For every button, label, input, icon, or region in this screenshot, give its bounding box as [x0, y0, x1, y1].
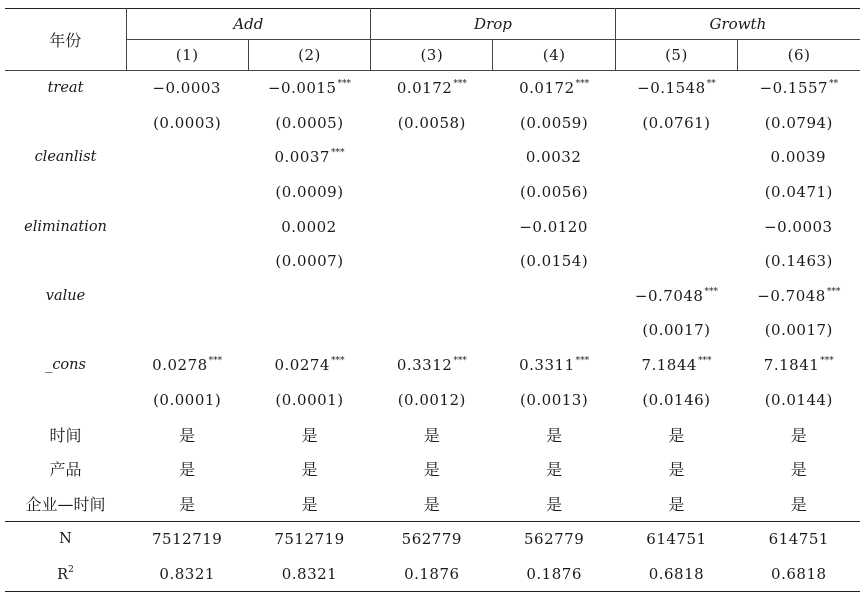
coef-cell [493, 209, 615, 244]
stat-cell-value: 614751 [646, 530, 707, 549]
se-cell [615, 244, 737, 279]
fixed-effect-cell-value: 是 [179, 425, 196, 445]
row-label-blank [5, 244, 126, 279]
coef-cell [126, 209, 248, 244]
coef-cell-significance: *** [208, 356, 223, 367]
coef-cell-value: 0.0039 [770, 148, 827, 167]
se-cell-value: (0.0017) [642, 321, 711, 340]
se-cell [738, 382, 860, 417]
fixed-effect-cell-value: 是 [668, 494, 685, 514]
stat-cell-value: 562779 [523, 530, 585, 549]
fixed-effect-cell [615, 417, 737, 452]
column-header-4: (4) [493, 40, 615, 71]
group-header-row [5, 9, 860, 40]
row-label: value [45, 287, 86, 304]
se-row-value [5, 313, 860, 348]
coef-cell [615, 348, 737, 383]
se-cell-value: (0.0058) [397, 113, 466, 132]
group-header-drop: Drop [371, 9, 616, 40]
coef-cell [493, 279, 615, 314]
coef-cell-value: −0.0003 [764, 217, 833, 236]
coef-cell-value: 0.0278 [152, 356, 208, 375]
fixed-effect-cell-value: 是 [423, 494, 440, 514]
se-cell-value: (0.0056) [520, 183, 589, 202]
row-label: elimination [24, 218, 107, 235]
stat-cell [615, 556, 737, 591]
coef-cell-value: −0.0015 [267, 79, 337, 98]
fixed-effect-cell-value: 是 [546, 460, 563, 480]
coef-cell [371, 279, 493, 314]
coef-row-value [5, 279, 860, 314]
se-cell [371, 175, 493, 210]
row-label: treat [5, 71, 126, 106]
coef-row-cleanlist [5, 140, 860, 175]
se-cell-value: (0.0154) [520, 252, 589, 271]
stat-label-text: R [57, 566, 69, 583]
stat-cell-value: 0.1876 [404, 564, 460, 583]
coef-cell [371, 348, 493, 383]
fixed-effect-cell [615, 452, 737, 487]
coef-cell-significance: *** [697, 356, 712, 367]
coef-cell [248, 71, 370, 106]
stat-cell-value: 7512719 [274, 530, 345, 549]
se-cell [493, 175, 615, 210]
se-cell [615, 106, 737, 141]
fixed-effect-cell [738, 452, 860, 487]
stat-label-text: N [59, 531, 72, 548]
fixed-effect-cell [615, 486, 737, 521]
se-cell-value: (0.0012) [397, 390, 466, 409]
coef-cell-significance: *** [330, 356, 345, 367]
fixed-effect-cell-value: 是 [423, 460, 440, 480]
se-row-cons [5, 382, 860, 417]
se-cell [371, 382, 493, 417]
fixed-effect-cell-value: 是 [546, 494, 563, 514]
coef-cell [615, 209, 737, 244]
se-cell [493, 244, 615, 279]
row-label-blank [5, 175, 126, 210]
coef-cell-significance: *** [820, 356, 834, 367]
coef-cell [738, 140, 860, 175]
se-cell [493, 313, 615, 348]
se-cell-value: (0.0003) [153, 113, 222, 132]
se-cell-value: (0.0005) [275, 113, 344, 132]
coef-cell [126, 140, 248, 175]
se-row-cleanlist [5, 175, 860, 210]
se-cell [493, 382, 615, 417]
stat-cell [248, 521, 370, 556]
coef-cell-significance: *** [330, 148, 345, 159]
coef-cell [371, 140, 493, 175]
fixed-effect-row [5, 452, 860, 487]
fixed-effect-cell-value: 是 [546, 425, 563, 445]
se-cell [248, 313, 370, 348]
column-header-6: (6) [738, 40, 860, 71]
column-header-5: (5) [615, 40, 737, 71]
stat-cell [126, 556, 248, 591]
column-header-3: (3) [371, 40, 493, 71]
coef-cell-value: 0.0172 [519, 79, 575, 98]
coef-cell [493, 71, 615, 106]
se-row-treat [5, 106, 860, 141]
coef-cell [493, 140, 615, 175]
fixed-effect-cell-value: 是 [668, 425, 685, 445]
fixed-effect-cell [371, 486, 493, 521]
se-cell [126, 106, 248, 141]
fixed-effect-cell-value: 是 [179, 494, 196, 514]
se-cell [126, 244, 248, 279]
fixed-effect-cell-value: 是 [790, 460, 807, 480]
fixed-effect-cell [248, 452, 370, 487]
se-cell [615, 313, 737, 348]
column-header-1: (1) [126, 40, 248, 71]
fixed-effect-cell-value: 是 [790, 494, 807, 514]
se-cell-value: (0.0001) [275, 390, 344, 409]
stat-cell [738, 556, 860, 591]
group-header-growth: Growth [615, 9, 860, 40]
coef-cell [615, 140, 737, 175]
stat-cell-value: 7512719 [152, 530, 223, 549]
coef-row-elimination [5, 209, 860, 244]
fixed-effect-label: 产品 [49, 460, 82, 480]
coef-cell-significance: *** [337, 79, 352, 90]
coef-cell [248, 209, 370, 244]
se-row-elimination [5, 244, 860, 279]
coef-cell [248, 140, 370, 175]
coef-cell-value: 0.0172 [396, 79, 453, 98]
fixed-effect-row [5, 486, 860, 521]
group-header-add: Add [126, 9, 371, 40]
coef-cell-significance: *** [575, 79, 590, 90]
coef-cell-value: 0.0002 [281, 217, 337, 236]
coef-cell [126, 279, 248, 314]
se-cell [738, 313, 860, 348]
se-cell-value: (0.0794) [764, 113, 833, 132]
regression-table [5, 8, 860, 592]
stat-label [5, 556, 126, 591]
se-cell-value: (0.0001) [153, 390, 222, 409]
coef-cell-significance: *** [826, 286, 841, 297]
coef-cell [493, 348, 615, 383]
fixed-effect-cell [371, 452, 493, 487]
fixed-effect-cell [248, 417, 370, 452]
se-cell [126, 313, 248, 348]
column-header-2: (2) [248, 40, 370, 71]
se-cell [493, 106, 615, 141]
row-label-blank [5, 382, 126, 417]
se-cell-value: (0.0146) [642, 390, 711, 409]
se-cell-value: (0.0007) [275, 252, 344, 271]
coef-cell [738, 279, 860, 314]
fixed-effect-cell [493, 417, 615, 452]
coef-cell-significance: *** [575, 356, 590, 367]
coef-cell-value: −0.1548 [637, 79, 706, 98]
stat-cell-value: 562779 [401, 530, 462, 549]
se-cell [371, 106, 493, 141]
regression-table-container [5, 8, 860, 592]
coef-cell-significance: ** [829, 79, 839, 90]
coef-cell-value: 0.3312 [396, 356, 453, 375]
coef-cell [126, 71, 248, 106]
stat-cell [371, 521, 493, 556]
coef-cell-value: 0.0274 [274, 356, 330, 375]
fixed-effect-row [5, 417, 860, 452]
coef-cell-value: 7.1841 [763, 356, 820, 375]
fixed-effect-cell-value: 是 [668, 460, 685, 480]
se-cell [371, 313, 493, 348]
coef-cell-significance: *** [453, 79, 467, 90]
fixed-effect-cell [126, 486, 248, 521]
coef-cell [615, 279, 737, 314]
se-cell-value: (0.0471) [764, 183, 833, 202]
coef-cell [615, 71, 737, 106]
row-label: cleanlist [34, 149, 97, 166]
se-cell [248, 244, 370, 279]
se-cell [615, 382, 737, 417]
se-cell-value: (0.0013) [520, 390, 589, 409]
stat-cell [615, 521, 737, 556]
coef-cell [371, 71, 493, 106]
coef-cell [738, 348, 860, 383]
coef-cell-value: −0.1557 [759, 79, 829, 98]
stat-row [5, 556, 860, 591]
coef-cell-value: 0.3311 [519, 356, 575, 375]
coef-cell-value: −0.7048 [634, 286, 704, 305]
column-header-row [5, 40, 860, 71]
se-cell-value: (0.0059) [520, 113, 589, 132]
fixed-effect-cell [126, 417, 248, 452]
fixed-effect-cell-value: 是 [423, 425, 440, 445]
coef-cell [738, 209, 860, 244]
stat-cell-value: 0.8321 [281, 564, 338, 583]
fixed-effect-label: 时间 [49, 425, 82, 445]
se-cell [615, 175, 737, 210]
row-header-year: 年份 [5, 9, 126, 71]
coef-cell-significance: ** [706, 79, 716, 90]
coef-cell [248, 279, 370, 314]
fixed-effect-cell-value: 是 [301, 460, 318, 480]
se-cell [738, 244, 860, 279]
se-cell-value: (0.1463) [764, 252, 833, 271]
row-label: _cons [45, 357, 86, 374]
coef-cell-value: 0.0032 [525, 148, 582, 167]
fixed-effect-cell [493, 486, 615, 521]
fixed-effect-label: 企业—时间 [25, 494, 106, 514]
fixed-effect-cell-value: 是 [790, 425, 807, 445]
stat-cell [738, 521, 860, 556]
stat-cell [493, 556, 615, 591]
coef-cell-value: −0.7048 [757, 286, 826, 305]
coef-cell-significance: *** [453, 356, 467, 367]
fixed-effect-cell [126, 452, 248, 487]
coef-cell-value: 0.0037 [274, 148, 330, 167]
fixed-effect-cell-value: 是 [301, 425, 318, 445]
coef-row-cons [5, 348, 860, 383]
row-label-blank [5, 313, 126, 348]
stat-cell-value: 0.6818 [771, 564, 827, 583]
fixed-effect-cell [248, 486, 370, 521]
coef-cell [126, 348, 248, 383]
fixed-effect-cell [493, 452, 615, 487]
stat-cell [248, 556, 370, 591]
fixed-effect-cell [738, 486, 860, 521]
se-cell-value: (0.0009) [275, 183, 344, 202]
coef-cell [248, 348, 370, 383]
stat-cell [371, 556, 493, 591]
coef-cell-value: 7.1844 [641, 356, 697, 375]
stat-cell-value: 0.6818 [648, 564, 705, 583]
fixed-effect-cell [738, 417, 860, 452]
fixed-effect-cell-value: 是 [179, 460, 196, 480]
se-cell [371, 244, 493, 279]
se-cell [126, 382, 248, 417]
se-cell [248, 382, 370, 417]
se-cell [126, 175, 248, 210]
stat-cell [126, 521, 248, 556]
se-cell-value: (0.0017) [764, 321, 833, 340]
stat-label-superscript: 2 [68, 564, 74, 575]
coef-row-treat [5, 71, 860, 106]
coef-cell-value: −0.0120 [519, 217, 588, 236]
fixed-effect-cell [371, 417, 493, 452]
se-cell-value: (0.0144) [764, 390, 833, 409]
se-cell [738, 175, 860, 210]
stat-cell-value: 0.8321 [159, 564, 215, 583]
fixed-effect-cell-value: 是 [301, 494, 318, 514]
row-label-blank [5, 106, 126, 141]
coef-cell [738, 71, 860, 106]
stat-cell [493, 521, 615, 556]
se-cell [248, 175, 370, 210]
stat-cell-value: 0.1876 [526, 564, 582, 583]
se-cell-value: (0.0761) [642, 113, 711, 132]
se-cell [738, 106, 860, 141]
stat-cell-value: 614751 [768, 530, 829, 549]
coef-cell-value: −0.0003 [152, 79, 221, 98]
se-cell [248, 106, 370, 141]
stat-row [5, 521, 860, 556]
table-body [5, 9, 860, 592]
coef-cell [371, 209, 493, 244]
stat-label [5, 521, 126, 556]
coef-cell-significance: *** [704, 286, 718, 297]
